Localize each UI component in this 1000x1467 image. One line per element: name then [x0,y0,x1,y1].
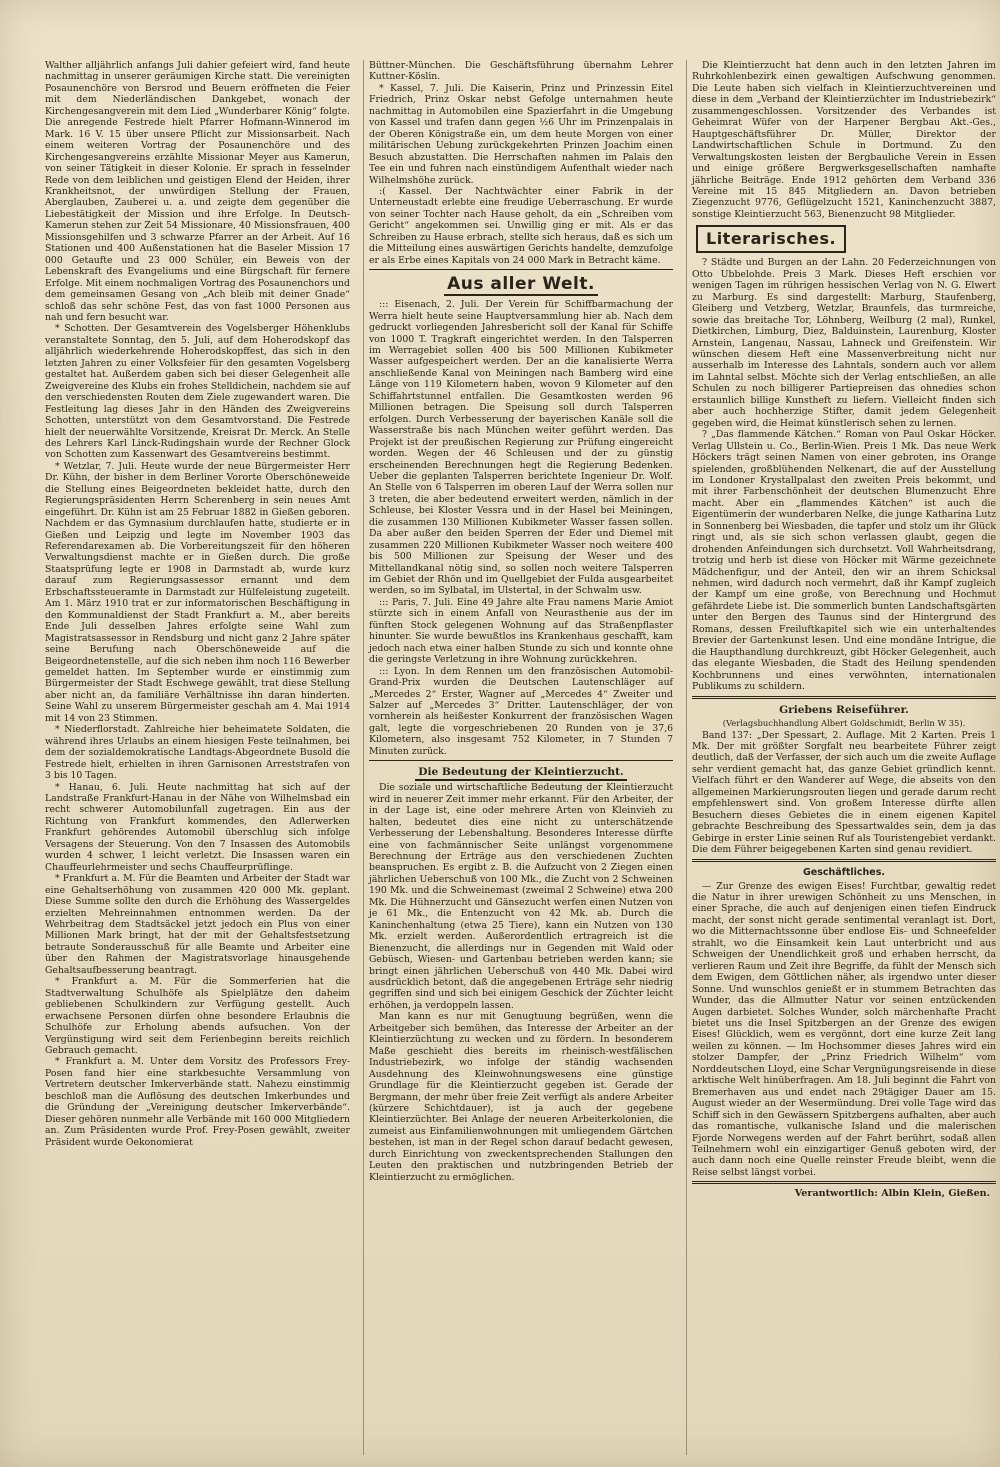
column-3 [686,60,1000,1455]
article-ewiges-eis: — Zur Grenze des ewigen Eises! Furchtbar, gewaltig redet die Natur in ihrer urewigen Schönheit zu uns Menschen, in einer Sprache, die auch auf denjenigen einen tiefen Eindruck macht, der sonst nicht gerade sentimental veranlagt ist. Dort, wo die Mitternachtssonne über endlose Eis- und Schneefelder strahlt, wo die Einsamkeit kein Laut unterbricht und aus Schweigen der Unendlichkeit groß und erhaben herrscht, da verlieren Raum und Zeit ihre Begriffe, da fühlt der Mensch sich dem Ewigen, dem Göttlichen näher, als irgendwo unter dieser Sonne. Und wunschlos genießt er in stummem Betrachten das Wunder, das die Allmutter Natur vor seinen entzückenden Augen darbietet. Solches Wunder, solch märchenhafte Pracht bietet uns die Insel Spitzbergen an der Grenze des ewigen Eises! Glücklich, wem es vergönnt, dort eine kurze Zeit lang weilen zu können. — Im Hochsommer dieses Jahres wird ein stolzer Dampfer, der „Prinz Friedrich Wilhelm“ vom Norddeutschen Lloyd, eine Schar Vergnügungsreisende in diese arktische Welt hinüberfragen. Am 18. Juli beginnt die Fahrt von Bremerhaven aus und endet nach 29tägiger Dauer am 15. August wieder an der Wesermündung. Drei volle Tage wird das Schiff sich in den Gewässern Spitzbergens aufhalten, aber auch das romantische, vulkanische Island und die malerischen Fjorde Norwegens werden auf der Fahrt berührt, sodaß allen Teilnehmern wohl ein einzigartiger Genuß geboten wird, der auch dann noch eine Quelle reinster Freude bleibt, wenn die Reise selbst längst vorbei. [692,880,996,1178]
article-mission-festival: Walther alljährlich anfangs Juli dahier gefeiert wird, fand heute nachmittag in unserer geräumigen Kirche statt. Die vereinigten Posaunenchöre von Bersrod und Beuern eröffneten die Feier mit dem Niederländischen Dankgebet, wonach der Kirchengesangverein mit dem Lied „Wunderbarer König“ folgte. Die anregende Festrede hielt Pfarrer Hofmann-Winnerod im Mark. 16 V. 15 über unsere Pflicht zur Missionsarbeit. Nach einem weiteren Vortrag der Posaunenchöre und des Kirchengesangvereins erzählte Missionar Meyer aus Kamerun, von seiner Tätigkeit in dieser Kolonie. Er sprach in fesselnder Rede von dem leiblichen und geistigen Elend der Heiden, ihrer Krankheitsnot, der unwürdigen Stellung der Frauen, Aberglauben, Zauberei u. a. und zeigte dem gegenüber die Liebestätigkeit der Mission und ihre Erfolge. In Deutsch-Kamerun stehen zur Zeit 54 Missionare, 40 Missionsfrauen, 400 Missionsgehilfen und 3 schwarze Pfarrer an der Arbeit. Auf 16 Stationen und 400 Außenstationen hat die Baseler Mission 17 000 Getaufte und 23 000 Schüler, ein Beweis von der Lebenskraft des Evangeliums und eine Bürgschaft für fernere Erfolge. Mit einem nochmaligen Vortrag des Posaunenchors und dem gemeinsamen Gesang von „Ach bleib mit deiner Gnade“ schloß das sehr schöne Fest, das von fast 1000 Personen aus nah und fern besucht war. [45,60,350,323]
article-kleintierzucht-3: Die Kleintierzucht hat denn auch in den letzten Jahren im Ruhrkohlenbezirk einen gewaltigen Aufschwung genommen. Die Leute haben sich vielfach in Kleintierzuchtvereinen und diese in dem „Verband der Kleintierzüchter im Industriebezirk“ zusammengeschlossen. Vorsitzender des Verbandes ist Geheimrat Wüfer von der Harpener Bergbau Akt.-Ges., Hauptgeschäftsführer Dr. Müller, Direktor der Landwirtschaftlichen Schule in Dortmund. Zu den Verwaltungskosten leisten der Bergbauliche Verein in Essen und einige größere Bergwerksgesellschaften namhafte jährliche Beiträge. Ende 1912 gehörten dem Verband 336 Vereine mit 15 845 Mitgliedern an. Davon betrieben Ziegenzucht 9776, Geflügelzucht 1521, Kaninchenzucht 3887, sonstige Kleintierzucht 563, Bienenzucht 98 Mitglieder. [692,60,996,220]
section-divider [369,760,673,761]
article-niederflorstadt: * Niederflorstadt. Zahlreiche hier beheimatete Soldaten, die während ihres Urlaubs an einem hiesigen Feste teilnahmen, bei dem der sozialdemokratische Landtags-Abgeordnete Busold die Festrede hielt, erhielten in ihren Garnisonen Arreststrafen von 3 bis 10 Tagen. [45,724,350,782]
article-lyon: ::: Lyon. In dem Rennen um den französischen Automobil-Grand-Prix wurden die Deutschen Lautenschläger auf „Mercedes 2“ Erster, Wagner auf „Mercedes 4“ Zweiter und Salzer auf „Mercedes 3“ Dritter. Lautenschläger, der von vornherein als heißester Konkurrent der französischen Wagen galt, legte die vorgeschriebenen 20 Runden von je 37,6 Kilometern, also insgesamt 752 Kilometer, in 7 Stunden 7 Minuten zurück. [369,665,673,757]
publisher-note: (Verlagsbuchhandlung Albert Goldschmidt, Berlin W 35). [722,717,966,728]
article-beekeepers-continued: Büttner-München. Die Geschäftsführung übernahm Lehrer Kuttner-Köslin. [369,60,673,83]
article-frankfurt-schoolyards: * Frankfurt a. M. Für die Sommerferien hat die Stadtverwaltung Schulhöfe als Spielplätze den daheim gebliebenen Schulkindern zur Verfügung gestellt. Auch erwachsene Personen dürfen ohne besondere Erlaubnis die Schulhöfe zur Erholung abends aufsuchen. Von der Vergünstigung wird seit dem Ferienbeginn bereits reichlich Gebrauch gemacht. [45,976,350,1056]
article-kleintierzucht-1: Die soziale und wirtschaftliche Bedeutung der Kleintierzucht wird in neuerer Zeit immer mehr erkannt. Für den Arbeiter, der in der Lage ist, eine oder mehrere Arten von Kleinvieh zu halten, bedeutet dies eine nicht zu unterschätzende Verbesserung der Lebenshaltung. Besonderes Interesse dürfte eine von fachmännischer Seite unlängst vorgenommene Berechnung der Erträge aus den verschiedenen Zuchten beanspruchen. Es ergibt z. B. die Aufzucht von 2 Ziegen einen jährlichen Ueberschuß von 100 Mk., die Zucht von 2 Schweinen 190 Mk. und die Schweinemast (zweimal 2 Schweine) etwa 200 Mk. Die Hühnerzucht und Gänsezucht werfen einen Nutzen von je 61 Mk., die Entenzucht von 42 Mk. ab. Durch die Kaninchenhaltung (etwa 25 Tiere), kann ein Nutzen von 130 Mk. erzielt werden. Außerordentlich ertragreich ist die Bienenzucht, die allerdings nur in Gegenden mit Wald oder Gebüsch, Wiesen- und Gartenbau betrieben werden kann; sie bringt einen jährlichen Ueberschuß von 440 Mk. Dabei wird ausdrücklich betont, daß die angegebenen Erträge sehr niedrig gegriffen sind und sich bei einigem Geschick der Züchter leicht erhöhen, ja verdoppeln lassen. [369,782,673,1011]
article-schotten: * Schotten. Der Gesamtverein des Vogelsberger Höhenklubs veranstaltete Sonntag, den 5. Juli, auf dem Hoherodskopf das alljährlich wiederkehrende Hoherodskopffest, das sich in den letzten Jahren zu einer Volksfeier für den gesamten Vogelsberg gestaltet hat. Außerdem gaben sich bei dieser Gelegenheit alle Zweigvereine des Klubs ein frohes Stelldichein, nachdem sie auf den verschiedensten Routen dem Ziele zugewandert waren. Die Festleitung lag dieses Jahr in den Händen des Zweigvereins Schotten, unterstützt von dem Gesamtvorstand. Die Festrede hielt der neuerwählte Vorsitzende, Kreisrat Dr. Merck. An Stelle des Lehrers Karl Linck-Rudingshain wurde der Rechner Glock von Schotten zum Kassenwart des Gesamtvereins bestimmt. [45,323,351,461]
article-staedte-burgen-lahn: ? Städte und Burgen an der Lahn. 20 Federzeichnungen von Otto Ubbelohde. Preis 3 Mark. Dieses Heft erschien vor wenigen Tagen im rührigen hessischen Verlag von N. G. Elwert zu Marburg. Es sind dargestellt: Marburg, Staufenberg, Gleiberg und Vetzberg, Wetzlar, Braunfels, das turmreiche, sowie das breitache Tor, Löhnberg, Weilburg (2 mal), Runkel, Dietkirchen, Limburg, Diez, Balduinstein, Laurenburg, Kloster Arnstein, Langenau, Nassau, Lahneck und Greifenstein. Wir wünschen diesem Heft eine Massenverbreitung nicht nur ausserhalb im Interesse des Lahntals, sondern auch vor allem im Lahntal selbst. Möchte sich der Verlag entschließen, an alle Schulen zu noch billigerer Partiepreisen das ohnedies schon erstaunlich billige Kunstheft zu liefern. Vielleicht finden sich aber auch hochherzige Stifter, damit jedem Gelegenheit gegeben wird, die Heimat künstlerisch sehen zu lernen. [692,257,996,429]
article-kassel-nightwatchman: :( Kassel. Der Nachtwächter einer Fabrik in der Unterneustadt erlebte eine freudige Ueberraschung. Er wurde von seiner Tochter nach Hause geholt, da ein „Schreiben vom Gericht“ angekommen sei. Unwillig ging er mit. Als er das Schreiben zu Hause erbrach, stellte sich heraus, daß es sich um die Mitteilung eines auswärtigen Gerichts handelte, demzufolge er als Erbe eines Kapitals von 24 000 Mark in Betracht käme. [369,185,673,266]
section-heading-kleintierzucht: Die Bedeutung der Kleintierzucht. [369,765,673,781]
article-kassel-empress: * Kassel, 7. Juli. Die Kaiserin, Prinz und Prinzessin Eitel Friedrich, Prinz Oskar nebst Gefolge unternahmen heute nachmittag in Automobilen eine Spazierfahrt in die Umgebung von Kassel und trafen dann gegen ½6 Uhr im Prinzenpalais in der Oberen Königstraße ein, um dem heute Morgen von einer militärischen Uebung zurückgekehrten Prinzen Joachim einen Besuch abzustatten. Die Herrschaften nahmen im Palais den Tee ein und fuhren nach einstündigem Aufenthalt wieder nach Wilhelmshöhe zurück. [369,82,673,186]
article-kleintierzucht-2: Man kann es nur mit Genugtuung begrüßen, wenn die Arbeitgeber sich bemühen, das Interesse der Arbeiter an der Kleintierzüchtung zu wecken und zu fördern. In besonderem Maße geschieht dies bereits im rheinisch-westfälischen Industriebezirk, wo infolge der ständig wachsenden Ausdehnung des Kleinwohnungswesens eine günstige Grundlage für die Kleintierzucht gegeben ist. Gerade der Bergmann, der mehr über freie Zeit verfügt als andere Arbeiter (kürzere Schichtdauer), ist ja auch der gegebene Kleintierzüchter. Bei Anlage der neueren Arbeiterkolonien, die zumeist aus Einfamilienwohnungen mit umliegendem Gärtchen bestehen, ist man in der Regel schon darauf bedacht gewesen, durch Einrichtung von zweckentsprechenden Stallungen den Leuten den praktischen und nutzbringenden Betrieb der Kleintierzucht zu ermöglichen. [369,1011,673,1183]
column-1 [40,60,355,1455]
column-2 [363,60,678,1455]
article-eisenach: ::: Eisenach, 2. Juli. Der Verein für Schiffbarmachung der Werra hielt heute seine Hauptversammlung hier ab. Nach dem gedruckt vorliegenden Jahresbericht soll der Kanal für Schiffe von 1000 T. Tragkraft eingerichtet werden. In den Talsperren im Werragebiet sollen 400 bis 500 Millionen Kubikmeter Wasser aufgespeichert werden. Der an die kanalisierte Werra anschließende Kanal von Meiningen nach Bamberg wird eine Länge von 119 Kilometern haben, wovon 9 Kilometer auf den Schiffahrtstunnel entfallen. Die Gesamtkosten werden 96 Millionen betragen. Die Speisung soll durch Talsperren erfolgen. Durch Verbesserung der bayerischen Kanäle soll die Wasserstraße bis nach München weiter geführt werden. Das Projekt ist der preußischen Regierung zur Prüfung eingereicht worden. Wegen der 46 Schleusen und der zu günstig erscheinenden Berechnungen hegt die Regierung Bedenken. Ueber die geplanten Talsperren berichtete Ingenieur Dr. Wolf. An Stelle von 6 Talsperren im oberen Lauf der Werra sollen nur 3 treten, die aber bedeutend erweitert werden, nämlich in der Schleuse, bei Kloster Vessra und in der Hasel bei Meiningen, die zusammen 130 Millionen Kubikmeter Wasser fassen sollen. Da aber außer den beiden Sperren der Eder und Diemel mit zusammen 220 Millionen Kubikmeter Wasser noch weitere 400 bis 500 Millionen zur Speisung der Weser und des Mittellandkanal nötig sind, so sollen noch weitere Talsperren im Gebiet der Rhön und im Quellgebiet der Fulda ausgearbeitet werden, so im Sylbatal, im Ulstertal, in der Schwalm usw. [369,299,673,597]
article-paris: ::: Paris, 7. Juli. Eine 49 Jahre alte Frau namens Marie Amiot stürzte sich in einem Anfall von Neurasthenie aus der im fünften Stock gelegenen Wohnung auf das Straßenpflaster hinunter. Sie wurde bewußtlos ins Krankenhaus geschafft, kam jedoch nach etwa einer halben Stunde zu sich und konnte ohne die geringste Verletzung in ihre Wohnung zurückkehren. [369,596,673,666]
article-hanau: * Hanau, 6. Juli. Heute nachmittag hat sich auf der Landstraße Frankfurt-Hanau in der Nähe von Wilhelmsbad ein recht schwerer Automobilunfall zugetragen. Ein aus der Richtung von Frankfurt kommendes, den Adlerwerken Frankfurt gehörendes Automobil überschlug sich infolge Versagens der Steuerung. Von den 7 Insassen des Automobils wurden 4 schwer, 1 leicht verletzt. Die Insassen waren ein Chauffeurlehrmeister und sechs Chauffeurprüflinge. [45,781,350,873]
section-divider [369,269,673,270]
section-heading-geschaeftliches: Geschäftliches. [803,866,885,878]
article-wetzlar: * Wetzlar, 7. Juli. Heute wurde der neue Bürgermeister Herr Dr. Kühn, der bisher in dem Berliner Vororte Oberschöneweide die Stellung eines Beigeordneten bekleidet hatte, durch den Regierungspräsidenten Herrn Scherenberg in sein neues Amt eingeführt. Dr. Kühn ist am 25 Februar 1882 in Gießen geboren. Nachdem er das Gymnasium durchlaufen hatte, studierte er in Gießen und Leipzig und legte im November 1903 das Referendarexamen ab. Die Vorbereitungszeit für den höheren Verwaltungsdienst machte er in Gießen durch. Die große Staatsprüfung legte er 1908 in Darmstadt ab, wurde kurz darauf zum Regierungsassessor ernannt und dem Erbschaftssteueramte in Darmstadt zur Hülfeleistung zugeteilt. Am 1. März 1910 trat er zur informatorischen Beschäftigung in den Kommunaldienst der Stadt Frankfurt a. M., aber bereits Ende Juli desselben Jahres erfolgte seine Wahl zum Magistratsassessor in Rendsburg und nicht ganz 2 Jahre später seine Berufung nach Oberschöneweide auf die Beigeordnetenstelle, auf die sich neben ihm noch 116 Bewerber gemeldet hatten. Im September wurde er einstimmig zum Bürgermeister der Stadt Eschwege gewählt, trat diese Stellung aber nicht an, da familiäre Verhältnisse ihn daran hinderten. Seine Wahl zu unserem Bürgermeister geschah am 4. Mai 1914 mit 14 von 23 Stimmen. [45,460,350,724]
responsible-editor: Verantwortlich: Albin Klein, Gießen. [794,1188,990,1200]
section-divider [692,696,996,699]
article-spessart: Band 137: „Der Spessart, 2. Auflage. Mit 2 Karten. Preis 1 Mk. Der mit größter Sorgfalt neu bearbeitete Führer zeigt deutlich, daß der Verfasser, der sich auch um die zweite Auflage sehr verdient gemacht hat, das ganze Gebiet gründlich kennt. Vielfach führt er den Wanderer auf Wege, die abseits von den allgemeinen Markierungsrouten liegen und gerade darum recht empfehlenswert sind. Von großem Interesse dürfte allen Besuchern dieses Gebietes die in einem eigenen Kapitel gebrachte Beschreibung des Spessartwaldes sein, dem ja das Gebirge in erster Linie seinen Ruf als Touristengebiet verdankt. Die dem Führer beigegebenen Karten sind genau revidiert. [692,729,996,856]
article-frankfurt-salary: * Frankfurt a. M. Für die Beamten und Arbeiter der Stadt war eine Gehaltserhöhung von zusammen 420 000 Mk. geplant. Diese Summe sollte den durch die Erhöhung des Wassergeldes erzielten Mehreinnahmen entnommen werden. Da der Wehrbeitrag dem Stadtsäckel jetzt jedoch ein Plus von einer Millionen Mark bringt, hat der mit der Gehaltsfestsetzung betraute Sonderausschuß für alle Beamte und Arbeiter eine über den Rahmen der Magistratsvorlage hinausgehende Gehaltsaufbesserung beantragt. [45,873,350,976]
section-heading-aus-aller-welt: Aus aller Welt. [369,274,673,296]
article-frankfurt-beekeepers: * Frankfurt a. M. Unter dem Vorsitz des Professors Frey-Posen fand hier eine starkbesuchte Versammlung von Vertretern deutscher Imkerverbände statt. Nahezu einstimmig beschloß man die Auflösung des deutschen Imkerbundes und die Gründung der „Vereinigung deutscher Imkerverbände“. Dieser gehören nunmehr alle Verbände mit 160 000 Mitgliedern an. Zum Präsidenten wurde Prof. Frey-Posen gewählt, zweiter Präsident wurde Oekonomierat [45,1056,350,1148]
section-heading-griebens: Griebens Reiseführer. [779,703,909,716]
section-heading-literarisches: Literarisches. [696,225,846,253]
footer-divider [692,1181,996,1184]
section-divider [692,859,996,862]
article-flammende-kaetchen: ? „Das flammende Kätchen.“ Roman von Paul Oskar Höcker. Verlag Ullstein u. Co., Berlin-Wien. Preis 1 Mk. Das neue Werk Höckers trägt seinen Namen von einer gebroten, ins Orange spielenden, großblühenden Nelkenart, die auf der Ausstellung im Londoner Krystallpalast den zweiten Preis bekommt, und mit ihrer Farbenschönheit der deutschen Blumenzucht Ehre macht. Aber ein „flammendes Kätchen“ ist auch die Eigentümerin der wunderbaren Nelke, die junge Katharina Lutz in Sonnenberg bei Wiesbaden, die tapfer und stolz um ihr Glück ringt und, als sie sich schon verlassen glaubt, gegen die drohenden Anfeindungen sich durchsetzt. Voll Wahrheitsdrang, trotzig und herb ist diese von Höcker mit Wärme gezeichnete Mädchenfigur, und der Anteil, den wir an ihrem Schicksal nehmen, wird dadurch noch vermehrt, daß ihr Kampf zugleich der Kampf um eine große, von Berechnung und Hochmut gefährdete Liebe ist. Die sommerlich bunten Landschaftsgärten unter den Bergen des Taunus sind der Hintergrund des Romans, dessen Freiluftkapitel sich wie ein unterhaltendes Brevier der Gartenkunst lesen. Und eine mondäne Intrigue, die die Haupthandlung durchkreuzt, gibt Höcker Gelegenheit, auch das elegante Wiesbaden, die Stadt des Heilung spendenden Kochbrunnens und eines verwöhnten, internationalen Publikums zu schildern. [692,429,996,693]
